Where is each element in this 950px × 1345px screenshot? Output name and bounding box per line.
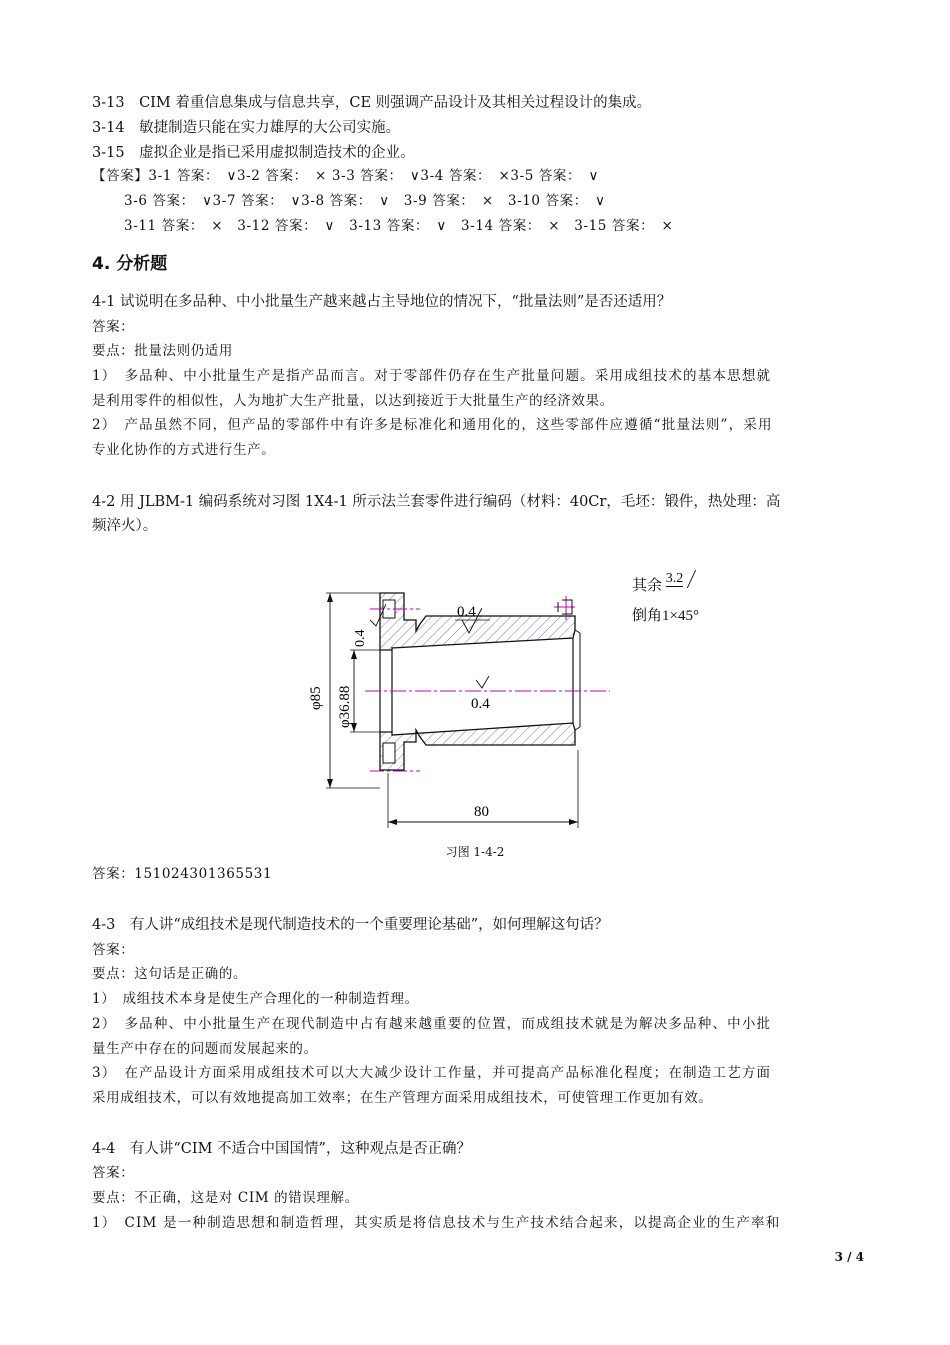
q41-question: 4-1 试说明在多品种、中小批量生产越来越占主导地位的情况下，“批量法则”是否还适用？ (92, 294, 672, 310)
tf-item-3-14: 3-14 敏捷制造只能在实力雄厚的大公司实施。 (92, 120, 401, 136)
roughness-face: 0.4 (353, 629, 368, 647)
q43-question: 4-3 有人讲“成组技术是现代制造技术的一个重要理论基础”，如何理解这句话？ (92, 917, 609, 933)
q44-answer-label: 答案： (92, 1165, 135, 1181)
q42-question-line-1: 4-2 用 JLBM-1 编码系统对习图 1X4-1 所示法兰套零件进行编码（材料：40Cr，毛坯：锻件，热处理：高 (92, 494, 781, 510)
q41-paragraph-1-line-1: 1） 多品种、中小批量生产是指产品而言。对于零部件仍存在生产批量问题。采用成组技术的基本思想就 (92, 368, 772, 384)
q43-answer-label: 答案： (92, 942, 135, 958)
note-chamfer: 倒角1×45° (632, 608, 699, 624)
roughness-inner: 0.4 (471, 696, 490, 712)
q43-paragraph-3-line-1: 3） 在产品设计方面采用成组技术可以大大减少设计工作量，并可提高产品标准化程度；在制造工艺方面 (92, 1065, 772, 1081)
note-rest-roughness (632, 572, 692, 595)
answer-line-1: 【答案】3-1 答案： ∨3-2 答案： × 3-3 答案： ∨3-4 答案： ×3-5 答案： ∨ (92, 168, 599, 184)
figure-caption: 习图 1-4-2 (445, 845, 505, 859)
answer-line-2: 3-6 答案： ∨3-7 答案： ∨3-8 答案： ∨ 3-9 答案： × 3-10 答案： ∨ (124, 193, 606, 209)
tf-item-3-15: 3-15 虚拟企业是指已采用虚拟制造技术的企业。 (92, 145, 415, 161)
q41-paragraph-2-line-1: 2） 产品虽然不同，但产品的零部件中有许多是标准化和通用化的，这些零部件应遵循“批量法则”，采用 (92, 417, 773, 433)
q42-answer: 答案：151024301365531 (92, 866, 273, 882)
note-rest-value: 3.2 (665, 571, 684, 586)
q44-question: 4-4 有人讲“CIM 不适合中国国情”，这种观点是否正确？ (92, 1141, 471, 1157)
q41-paragraph-1-line-2: 是利用零件的相似性，人为地扩大生产批量，以达到接近于大批量生产的经济效果。 (92, 393, 614, 409)
roughness-top: 0.4 (457, 604, 476, 620)
q41-answer-label: 答案： (92, 319, 135, 335)
dim-inner-diameter: φ36.88 (337, 685, 353, 728)
q44-key-point: 要点：不正确，这是对 CIM 的错误理解。 (92, 1190, 359, 1206)
answer-line-3: 3-11 答案： × 3-12 答案： ∨ 3-13 答案： ∨ 3-14 答案： × 3-15 答案： × (124, 218, 674, 234)
q43-paragraph-2-line-2: 量生产中存在的问题而发展起来的。 (92, 1041, 318, 1057)
q43-key-point: 要点：这句话是正确的。 (92, 966, 248, 982)
lower-section (380, 723, 575, 770)
section-title: 4. 分析题 (92, 254, 168, 274)
dim-outer-diameter: φ85 (308, 686, 324, 710)
upper-section (380, 593, 575, 650)
q43-paragraph-3-line-2: 采用成组技术，可以有效地提高加工效率；在生产管理方面采用成组技术，可使管理工作更加有效。 (92, 1090, 713, 1106)
q41-key-point: 要点：批量法则仍适用 (92, 343, 233, 359)
flange-sleeve-drawing (290, 560, 730, 835)
note-rest-label: 其余 (632, 578, 663, 594)
q43-paragraph-1: 1） 成组技术本身是使生产合理化的一种制造哲理。 (92, 991, 419, 1007)
dim-length: 80 (474, 804, 489, 820)
q44-paragraph-1-line-1: 1） CIM 是一种制造思想和制造哲理，其实质是将信息技术与生产技术结合起来，以提高企业的生产率和 (92, 1215, 781, 1231)
tf-item-3-13: 3-13 CIM 着重信息集成与信息共享，CE 则强调产品设计及其相关过程设计的集成。 (92, 95, 652, 111)
page-number: 3 / 4 (834, 1250, 864, 1264)
q42-question-line-2: 频淬火）。 (92, 518, 158, 534)
q41-paragraph-2-line-2: 专业化协作的方式进行生产。 (92, 442, 276, 458)
q43-paragraph-2-line-1: 2） 多品种、中小批量生产在现代制造中占有越来越重要的位置，而成组技术就是为解决多品种、中小批 (92, 1016, 772, 1032)
